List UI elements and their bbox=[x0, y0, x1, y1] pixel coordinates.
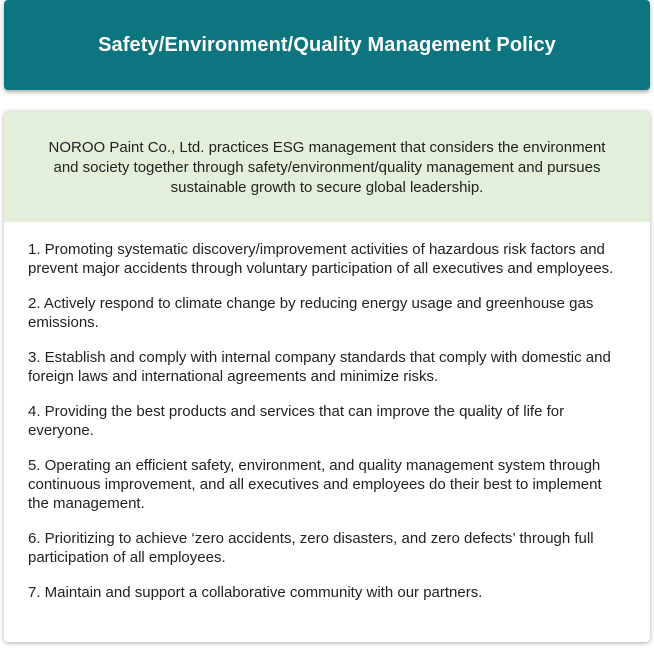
policy-item-2: 2. Actively respond to climate change by reducing energy usage and greenhouse gas emissions. bbox=[28, 295, 594, 331]
page-title: Safety/Environment/Quality Management Policy bbox=[98, 33, 556, 56]
policy-header bbox=[4, 0, 650, 90]
policy-item-6: 6. Prioritizing to achieve ‘zero accidents, zero disasters, and zero defects’ through full participation of all employees. bbox=[28, 530, 594, 566]
intro-text: NOROO Paint Co., Ltd. practices ESG management that considers the environment and society together through safety/environment/quality management and pursues sustainable growth to secure global leadership. bbox=[48, 139, 606, 196]
policy-card bbox=[4, 111, 650, 642]
policy-item-1: 1. Promoting systematic discovery/improvement activities of hazardous risk factors and prevent major accidents through voluntary participation of all executives and employees. bbox=[28, 241, 614, 277]
policy-list bbox=[4, 222, 650, 602]
policy-item-4: 4. Providing the best products and services that can improve the quality of life for everyone. bbox=[28, 403, 565, 439]
intro-panel bbox=[4, 111, 650, 222]
policy-item-5: 5. Operating an efficient safety, environment, and quality management system through continuous improvement, and all executives and employees do their best to implement the management. bbox=[28, 457, 602, 512]
policy-item-7: 7. Maintain and support a collaborative community with our partners. bbox=[28, 584, 483, 601]
policy-item-3: 3. Establish and comply with internal company standards that comply with domestic and foreign laws and international agreements and minimize risks. bbox=[28, 349, 611, 385]
